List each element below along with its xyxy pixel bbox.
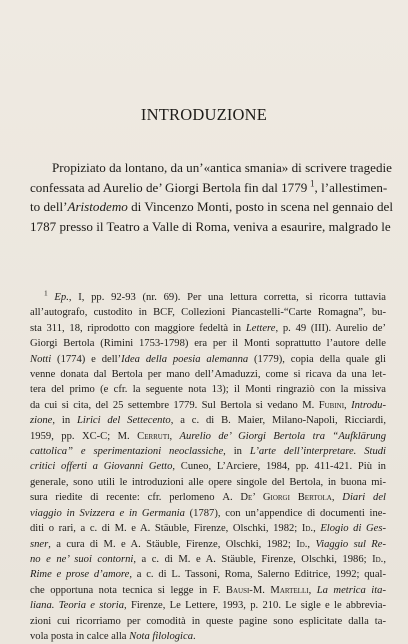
- body-line-4: 1787 presso il Teatro a Valle di Roma, veniva a esaurire, malgrado le: [30, 218, 391, 234]
- note-line-3: sta 311, 18, riprodotto con maggiore fedeltà in Lettere, p. 49 (III). Aurelio de’: [30, 322, 386, 334]
- note-line-14: sura riedite di recente: cfr. perlomeno A. De’ Giorgi Bertola, Diari del: [30, 492, 386, 504]
- note-line-21: liana. Teoria e storia, Firenze, Le Lettere, 1993, p. 210. Le sigle e le abbrevia-: [30, 600, 386, 612]
- note-line-16: diti o rari, a c. di M. e A. Stäuble, Firenze, Olschki, 1982; Id., Elogio di Ges-: [30, 523, 387, 535]
- note-line-6: venne donata dal Bertola per mano dell’Amaduzzi, come si ricava da una let-: [30, 369, 386, 381]
- footnote-ref-1: 1: [309, 178, 315, 189]
- note-line-8: da cui si cita, del 25 settembre 1779. Sul Bertola si vedano M. Fubini, Introdu-: [30, 399, 387, 411]
- note-line-18: no e ne’ suoi contorni, a c. di M. e A. Stäuble, Firenze, Olschki, 1986; Id.,: [30, 553, 386, 565]
- note-line-4: Giorgi Bertola (Rimini 1753-1798) era per il Monti soprattutto l’autore delle: [30, 338, 386, 350]
- footnote-1: [30, 290, 386, 644]
- note-line-20: che opportuna nota tecnica si legge in F. Bausi-M. Martelli, La metrica ita-: [30, 584, 386, 596]
- note-line-12: critici offerti a Giovanni Getto, Cuneo, L’Arciere, 1984, pp. 411-421. Più in: [30, 461, 386, 473]
- note-line-10: 1959, pp. XC-C; M. Cerruti, Aurelio de’ Giorgi Bertola tra “Aufklärung: [30, 430, 386, 442]
- body-line-3: to dell’Aristodemo di Vincenzo Monti, posto in scena nel gennaio del: [30, 199, 393, 214]
- body-line-2: confessata ad Aurelio de’ Giorgi Bertola fin dal 1779 $^1$, l’allestimen-: [30, 178, 388, 195]
- note-line-1: $^1$ Ep., I, pp. 92-93 (nr. 69). Per una lettura corretta, si ricorra tuttavia: [44, 288, 386, 303]
- note-line-5: Notti (1774) e dell’Idea della poesia alemanna (1779), copia della quale gli: [30, 353, 387, 365]
- note-line-9: zione, in Lirici del Settecento, a c. di B. Maier, Milano-Napoli, Ricciardi,: [30, 415, 386, 427]
- body-line-1: Propiziato da lontano, da un’«antica smania» di scrivere tragedie: [52, 160, 392, 175]
- note-line-7: tera del primo (e cfr. la seguente nota 13); il Monti ringraziò con la missiva: [30, 384, 386, 396]
- note-line-15: viaggio in Svizzera e in Germania (1787), con un’appendice di documenti ine-: [30, 507, 386, 519]
- note-line-11: cattolica” e sperimentazioni neoclassiche, in L’arte dell’interpretare. Studi: [30, 446, 386, 458]
- note-line-13: generale, sono utili le introduzioni alle opere singole del Bertola, in buona mi-: [30, 476, 386, 488]
- body-paragraph: [30, 158, 393, 236]
- note-line-2: all’autografo, custodito in BCF, Collezioni Piancastelli-“Carte Romagna”, bu-: [30, 307, 386, 319]
- note-line-19: Rime e prose d’amore, a c. di L. Tassoni, Roma, Salerno Editrice, 1992; qual-: [30, 569, 387, 581]
- note-line-17: sner, a cura di M. e A. Stäuble, Firenze, Olschki, 1982; Id., Viaggio sul Re-: [30, 538, 387, 550]
- note-line-23: vola posta in calce alla Nota filologica.: [30, 630, 196, 642]
- chapter-title: INTRODUZIONE: [140, 105, 268, 124]
- note-line-22: zioni cui ricorriamo per comodità in queste pagine sono esplicitate dalla ta-: [30, 615, 386, 627]
